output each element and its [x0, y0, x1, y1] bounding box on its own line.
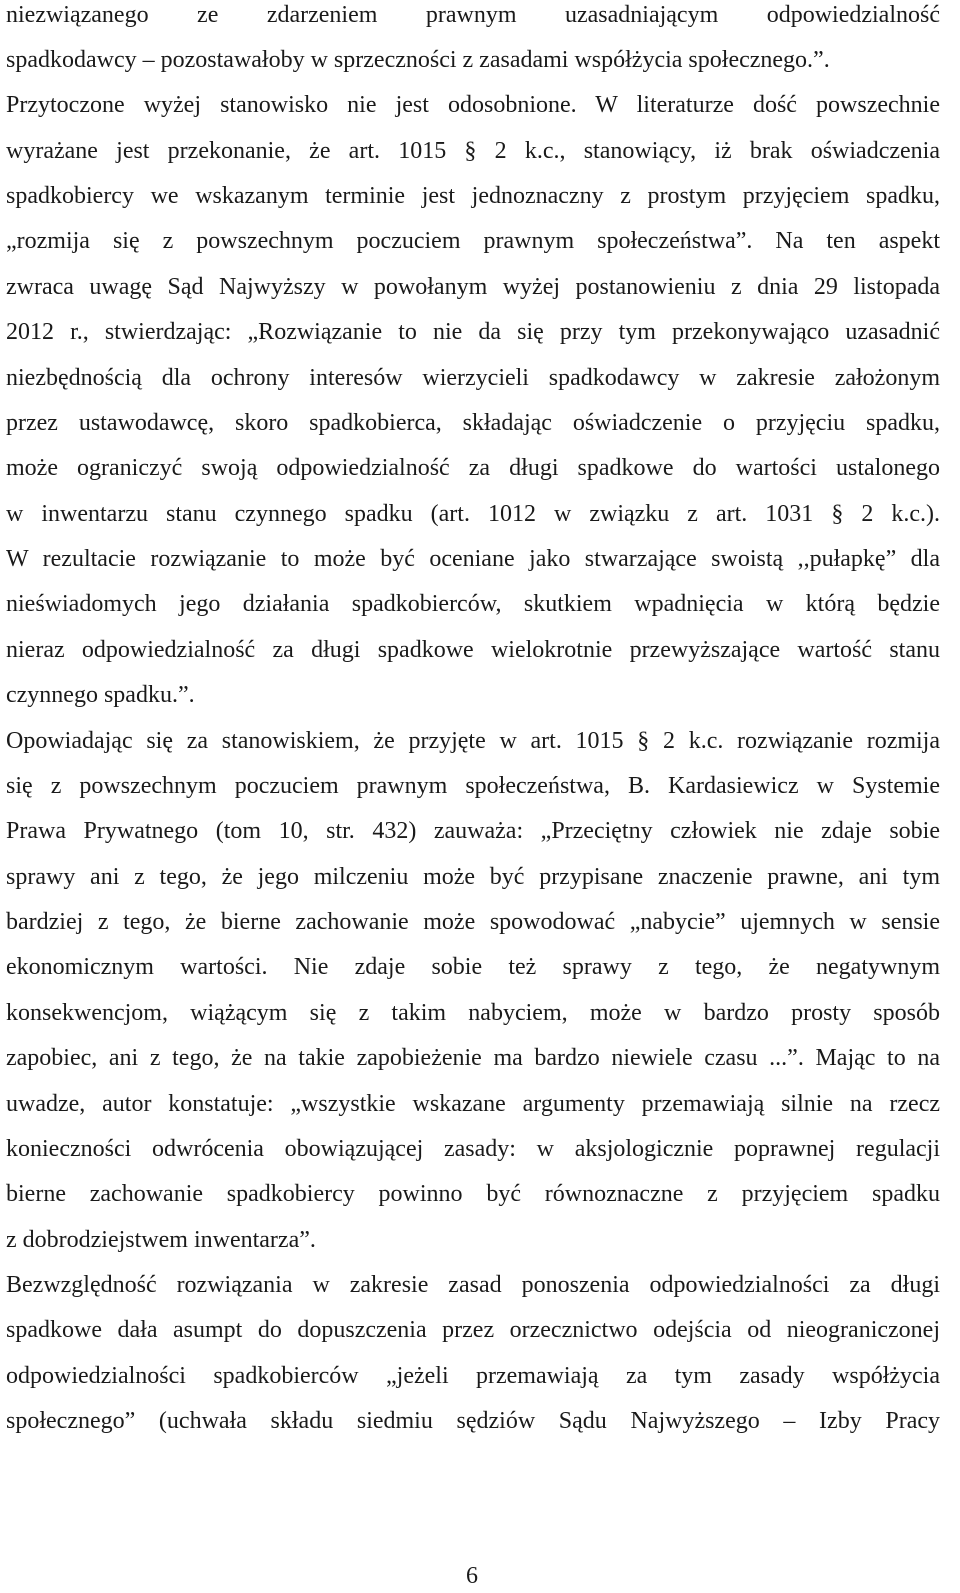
text-line: nieświadomych jego działania spadkobierców, skutkiem wpadnięcia w którą będzie [6, 591, 940, 617]
text-line: ekonomicznym wartości. Nie zdaje sobie też sprawy z tego, że negatywnym [6, 954, 940, 980]
text-line: uwadze, autor konstatuje: „wszystkie wskazane argumenty przemawiają silnie na rzecz [6, 1091, 940, 1117]
text-line: społecznego” (uchwała składu siedmiu sędziów Sądu Najwyższego – Izby Pracy [6, 1408, 940, 1434]
text-line: konsekwencjom, wiążącym się z takim nabyciem, może w bardzo prosty sposób [6, 1000, 940, 1026]
text-line: spadkobiercy we wskazanym terminie jest jednoznaczny z prostym przyjęciem spadku, [6, 183, 940, 209]
text-line: spadkowe dała asumpt do dopuszczenia przez orzecznictwo odejścia od nieograniczonej [6, 1317, 940, 1343]
text-line: niezbędnością dla ochrony interesów wierzycieli spadkodawcy w zakresie założonym [6, 365, 940, 391]
text-line: konieczności odwrócenia obowiązującej zasady: w aksjologicznie poprawnej regulacji [6, 1136, 940, 1162]
text-line: spadkodawcy – pozostawałoby w sprzeczności z zasadami współżycia społecznego.”. [6, 47, 830, 73]
text-line: Przytoczone wyżej stanowisko nie jest odosobnione. W literaturze dość powszechnie [6, 92, 940, 118]
text-line: odpowiedzialności spadkobierców „jeżeli przemawiają za tym zasady współżycia [6, 1363, 940, 1389]
text-line: wyrażane jest przekonanie, że art. 1015 § 2 k.c., stanowiący, iż brak oświadczenia [6, 138, 940, 164]
text-line: zapobiec, ani z tego, że na takie zapobieżenie ma bardzo niewiele czasu ...”. Mając to na [6, 1045, 940, 1071]
text-line: W rezultacie rozwiązanie to może być oceniane jako stwarzające swoistą ,,pułapkę” dla [6, 546, 940, 572]
text-line: Opowiadając się za stanowiskiem, że przyjęte w art. 1015 § 2 k.c. rozwiązanie rozmija [6, 728, 940, 754]
text-line: bierne zachowanie spadkobiercy powinno być równoznaczne z przyjęciem spadku [6, 1181, 940, 1207]
text-line: z dobrodziejstwem inwentarza”. [6, 1227, 316, 1253]
text-line: sprawy ani z tego, że jego milczeniu może być przypisane znaczenie prawne, ani tym [6, 864, 940, 890]
text-line: może ograniczyć swoją odpowiedzialność za długi spadkowe do wartości ustalonego [6, 455, 940, 481]
text-line: 2012 r., stwierdzając: „Rozwiązanie to nie da się przy tym przekonywająco uzasadnić [6, 319, 940, 345]
text-line: „rozmija się z powszechnym poczuciem prawnym społeczeństwa”. Na ten aspekt [6, 228, 940, 254]
text-line: nieraz odpowiedzialność za długi spadkowe wielokrotnie przewyższające wartość stanu [6, 637, 940, 663]
text-line: bardziej z tego, że bierne zachowanie może spowodować „nabycie” ujemnych w sensie [6, 909, 940, 935]
text-line: zwraca uwagę Sąd Najwyższy w powołanym wyżej postanowieniu z dnia 29 listopada [6, 274, 940, 300]
text-line: niezwiązanego ze zdarzeniem prawnym uzasadniającym odpowiedzialność [6, 2, 940, 28]
text-line: Bezwzględność rozwiązania w zakresie zasad ponoszenia odpowiedzialności za długi [6, 1272, 940, 1298]
page-number: 6 [466, 1563, 478, 1589]
text-line: czynnego spadku.”. [6, 682, 195, 708]
text-line: przez ustawodawcę, skoro spadkobierca, składając oświadczenie o przyjęciu spadku, [6, 410, 940, 436]
text-line: się z powszechnym poczuciem prawnym społeczeństwa, B. Kardasiewicz w Systemie [6, 773, 940, 799]
text-line: w inwentarzu stanu czynnego spadku (art. 1012 w związku z art. 1031 § 2 k.c.). [6, 501, 940, 527]
text-line: Prawa Prywatnego (tom 10, str. 432) zauważa: „Przeciętny człowiek nie zdaje sobie [6, 818, 940, 844]
